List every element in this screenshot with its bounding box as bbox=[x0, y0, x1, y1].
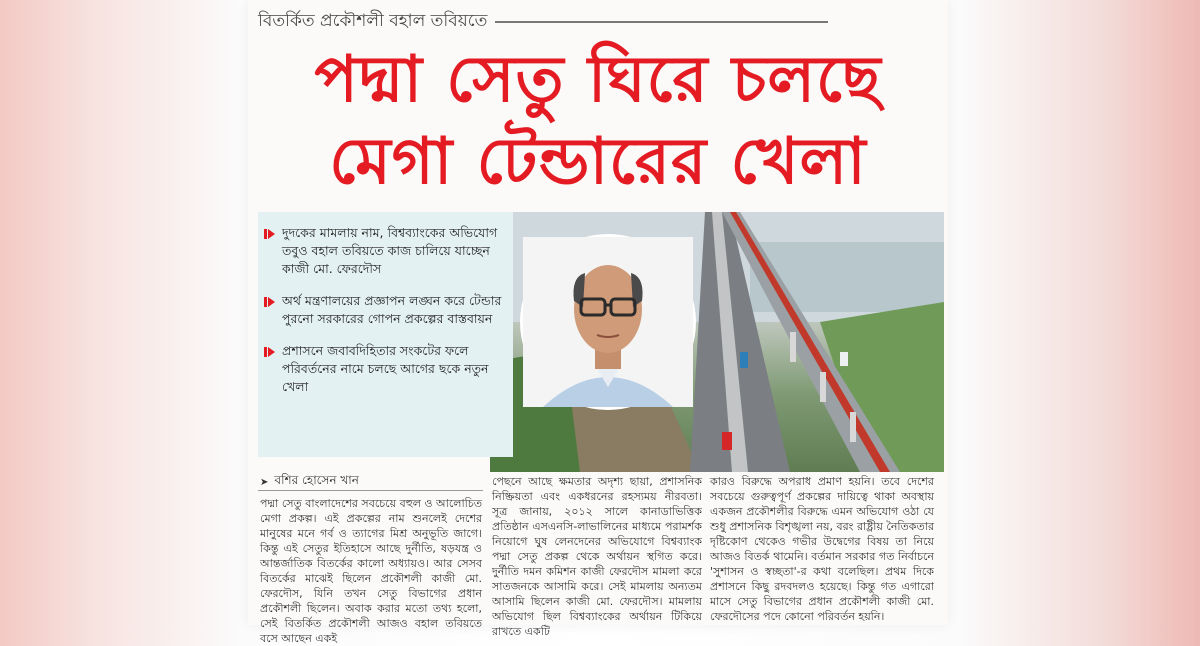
body-text-1: পদ্মা সেতু বাংলাদেশের সবচেয়ে বহুল ও আলোচিত মেগা প্রকল্প। এই প্রকল্পের নাম শুনলেই দেশের মানুষের মনে গর্ব ও ত্যাগের মিশ্র অনুভূতি জাগে। কিন্তু এই সেতুর ইতিহাসে আছে দুর্নীতি, ষড়যন্ত্র ও আন্তর্জাতিক বিতর্কের কালো অধ্যায়ও। আর সেসব বিতর্কের মাঝেই ছিলেন প্রকৌশলী কাজী মো. ফেরদৌস, যিনি তখন সেতু বিভাগের প্রধান প্রকৌশলী ছিলেন। অবাক করার মতো তথ্য হলো, সেই বিতর্কিত প্রকৌশলী আজও বহাল তবিয়তে বসে আছেন একই bbox=[260, 497, 482, 645]
highlight-text: প্রশাসনে জবাবদিহিতার সংকটের ফলে পরিবর্তনের নামে চলছে আগের ছকে নতুন খেলা bbox=[282, 343, 489, 394]
body-column-3 bbox=[710, 474, 934, 624]
bullet-arrow-icon bbox=[264, 228, 276, 240]
byline-name: বশির হোসেন খান bbox=[274, 473, 359, 487]
body-text-2: পেছনে আছে ক্ষমতার অদৃশ্য ছায়া, প্রশাসনিক নিষ্ক্রিয়তা এবং একধরনের রহস্যময় নীরবতা। সূত্র জানায়, ২০১২ সালে কানাডাভিত্তিক প্রতিষ্ঠান এসএনসি-লাভালিনের মাধ্যমে পরামর্শক নিয়োগে ঘুষ লেনদেনের অভিযোগে বিশ্বব্যাংক পদ্মা সেতু প্রকল্প থেকে অর্থায়ন স্থগিত করে। দুর্নীতি দমন কমিশন কাজী ফেরদৌস মামলা করে সাতজনকে আসামি করে। সেই মামলায় অন্যতম আসামি ছিলেন কাজী মো. ফেরদৌস। মামলায় অভিযোগ ছিল বিশ্বব্যাংকের অর্থায়ন টিকিয়ে রাখতে একটি bbox=[492, 475, 702, 638]
byline-rule bbox=[258, 490, 483, 491]
engineer-portrait bbox=[520, 234, 696, 410]
highlights-box bbox=[258, 212, 513, 457]
kicker-rule bbox=[495, 21, 828, 23]
byline bbox=[260, 472, 359, 492]
highlight-item bbox=[264, 224, 509, 278]
kicker-text: বিতর্কিত প্রকৌশলী বহাল তবিয়তে bbox=[258, 11, 488, 31]
bullet-arrow-icon bbox=[264, 346, 276, 358]
body-column-1 bbox=[260, 496, 482, 646]
body-text-3: কারও বিরুদ্ধে অপরাধ প্রমাণ হয়নি। তবে দেশের সবচেয়ে গুরুত্বপূর্ণ প্রকল্পের দায়িত্বে থাকা অবস্থায় একজন প্রকৌশলীর বিরুদ্ধে এমন অভিযোগ ওঠা যে শুধু প্রশাসনিক বিশৃঙ্খলা নয়, বরং রাষ্ট্রীয় নৈতিকতার দৃষ্টিকোণ থেকেও গভীর উদ্বেগের বিষয় তা নিয়ে আজও বিতর্ক থামেনি। বর্তমান সরকার গত নির্বাচনে 'সুশাসন ও স্বচ্ছতা'-র কথা বলেছিল। প্রথম দিকে প্রশাসনে কিছু রদবদলও হয়েছে। কিন্তু গত এগারো মাসে সেতু বিভাগের প্রধান প্রকৌশলী কাজী মো. ফেরদৌসের পদে কোনো পরিবর্তন হয়নি। bbox=[710, 475, 934, 623]
headline-line-2: মেগা টেন্ডারের খেলা bbox=[329, 125, 867, 199]
newspaper-clipping bbox=[248, 0, 948, 645]
feature-block bbox=[258, 212, 944, 472]
highlight-text: অর্থ মন্ত্রণালয়ের প্রজ্ঞাপন লঙ্ঘন করে টেন্ডার পুরনো সরকারের গোপন প্রকল্পের বাস্তবায়ন bbox=[282, 293, 502, 326]
portrait-photo bbox=[523, 237, 693, 407]
body-column-2 bbox=[492, 474, 702, 639]
headline-line-1: পদ্মা সেতু ঘিরে চলছে bbox=[314, 43, 882, 117]
highlight-text: দুদকের মামলায় নাম, বিশ্বব্যাংকের অভিযোগ তবুও বহাল তবিয়তে কাজ চালিয়ে যাচ্ছেন কাজী মো. ফেরদৌস bbox=[282, 225, 498, 276]
kicker-row bbox=[258, 8, 828, 36]
highlight-item bbox=[264, 342, 509, 396]
byline-arrow-icon: ➤ bbox=[260, 476, 269, 488]
bullet-arrow-icon bbox=[264, 296, 276, 308]
highlight-item bbox=[264, 292, 509, 328]
highlights-list bbox=[264, 224, 509, 410]
